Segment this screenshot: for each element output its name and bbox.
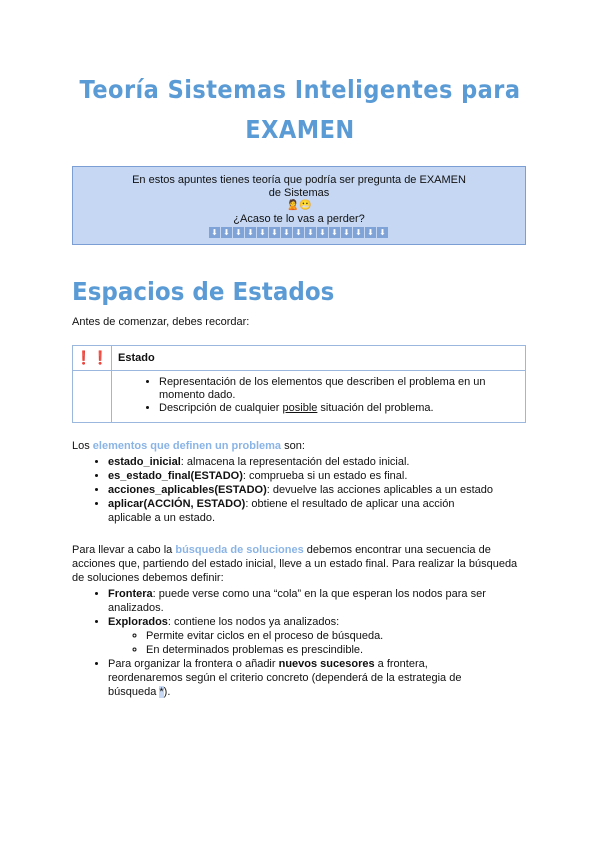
down-arrow-icon: ⬇	[233, 227, 244, 238]
list-item: • acciones_aplicables(ESTADO): devuelve las acciones aplicables a un estado	[108, 483, 526, 497]
down-arrow-icon: ⬇	[257, 227, 268, 238]
note-header: Estado	[112, 346, 526, 371]
down-arrow-icon: ⬇	[305, 227, 316, 238]
list-item: • Explorados: contiene los nodos ya analizados: ◦ Permite evitar ciclos en el proceso de búsqueda. ◦ En determinados problemas es prescindible.	[108, 615, 526, 657]
down-arrow-icon: ⬇	[365, 227, 376, 238]
list-item: • aplicar(ACCIÓN, ESTADO): obtiene el resultado de aplicar una acción aplicable a un estado.	[108, 497, 526, 525]
explorados-sublist	[108, 629, 496, 657]
list-item: • Frontera: puede verse como una “cola” en la que esperan los nodos para ser analizados.	[108, 587, 526, 615]
down-arrow-icon: ⬇	[377, 227, 388, 238]
emoji-icons: 🙎😬	[286, 200, 312, 211]
down-arrow-icon: ⬇	[317, 227, 328, 238]
down-arrow-icon: ⬇	[293, 227, 304, 238]
list-item: • Descripción de cualquier posible situación del problema.	[159, 402, 524, 415]
list-item: • es_estado_final(ESTADO): comprueba si un estado es final.	[108, 469, 526, 483]
warning-icon: ❗❗	[73, 346, 112, 371]
elements-paragraph	[72, 439, 526, 525]
list-item: • Representación de los elementos que describen el problema en un momento dado.	[159, 376, 524, 402]
title-line-2: EXAMEN	[245, 115, 355, 144]
down-arrow-icon: ⬇	[341, 227, 352, 238]
state-note-table	[72, 345, 526, 423]
list-item: ◦ En determinados problemas es prescindible.	[146, 643, 496, 657]
elements-highlight: elementos que definen un problema	[92, 440, 282, 452]
down-arrow-row	[73, 226, 525, 239]
search-paragraph	[72, 543, 526, 699]
list-item: ◦ Permite evitar ciclos en el proceso de búsqueda.	[146, 629, 496, 643]
search-highlight: búsqueda de soluciones	[175, 544, 304, 556]
down-arrow-icon: ⬇	[329, 227, 340, 238]
section-heading: Espacios de Estados	[72, 277, 335, 306]
down-arrow-icon: ⬇	[269, 227, 280, 238]
down-arrow-icon: ⬇	[221, 227, 232, 238]
footnote-marker: *	[159, 686, 164, 698]
underlined-word: posible	[282, 402, 318, 414]
down-arrow-icon: ⬇	[209, 227, 220, 238]
down-arrow-icon: ⬇	[245, 227, 256, 238]
title-line-1: Teoría Sistemas Inteligentes para	[79, 75, 521, 104]
section-intro: Antes de comenzar, debes recordar:	[72, 316, 250, 328]
search-lead: Para llevar a cabo la búsqueda de soluciones debemos encontrar una secuencia de acciones que, partiendo del estado inicial, lleve a un estado final. Para realizar la búsqueda de soluciones debemos definir:	[72, 544, 518, 584]
callout-line-2: de Sistemas	[268, 186, 330, 199]
elements-list	[72, 455, 526, 525]
elements-lead: Los elementos que definen un problema son:	[72, 440, 305, 452]
callout-line-3: ¿Acaso te lo vas a perder?	[233, 212, 365, 225]
exam-callout-box	[72, 166, 526, 245]
down-arrow-icon: ⬇	[281, 227, 292, 238]
callout-line-1: En estos apuntes tienes teoría que podría ser pregunta de EXAMEN	[132, 174, 466, 186]
document-title	[30, 70, 570, 150]
note-body	[112, 371, 526, 423]
list-item: • Para organizar la frontera o añadir nuevos sucesores a frontera, reordenaremos según el criterio concreto (dependerá de la estrategia de búsqueda *).	[108, 657, 526, 699]
empty-cell	[73, 371, 112, 423]
down-arrow-icon: ⬇	[353, 227, 364, 238]
search-list	[72, 587, 526, 699]
list-item: • estado_inicial: almacena la representación del estado inicial.	[108, 455, 526, 469]
